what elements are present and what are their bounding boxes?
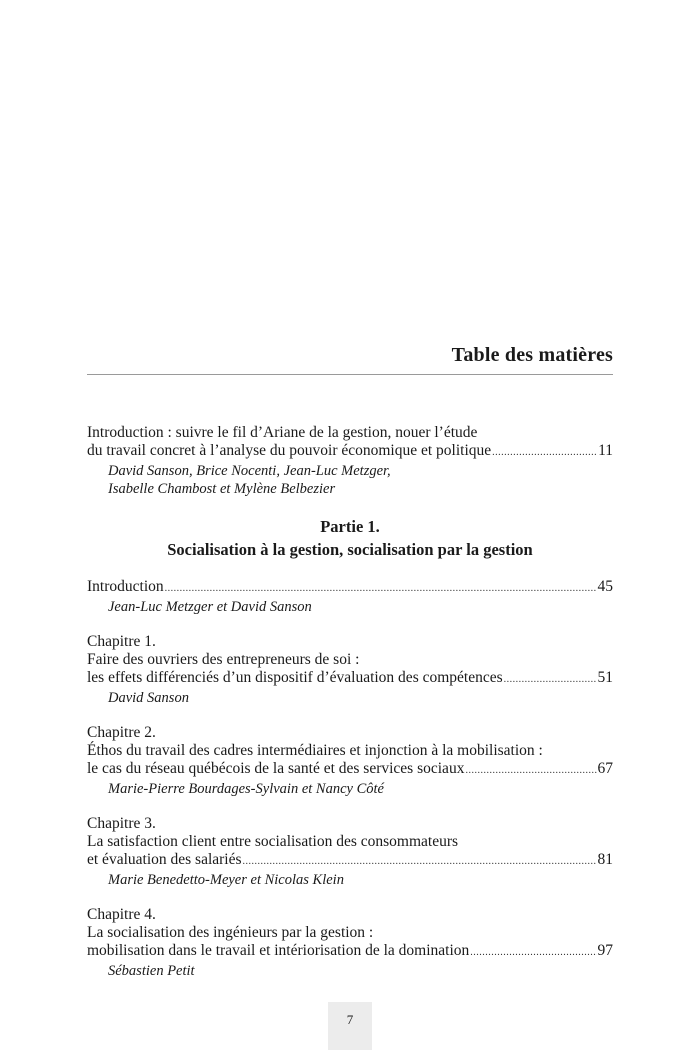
entry-authors: Marie-Pierre Bourdages-Sylvain et Nancy Côté [108,781,384,797]
entry-title-line [87,669,613,689]
toc-entry-chapitre-4[interactable] [87,906,613,980]
dot-leader [492,444,597,462]
page-title: Table des matières [451,344,613,366]
part-title: Socialisation à la gestion, socialisation par la gestion [167,540,533,559]
entry-title-line [87,851,613,871]
entry-title-text: le cas du réseau québécois de la santé et des services sociaux [87,760,465,777]
entry-title-text: mobilisation dans le travail et intériorisation de la domination [87,942,470,959]
dot-leader [470,944,596,962]
toc-entry-chapitre-1[interactable] [87,633,613,707]
entry-title-line: La satisfaction client entre socialisation des consommateurs [87,833,459,850]
page-ref: 11 [598,442,613,459]
page-ref: 81 [597,851,613,868]
entry-authors: Sébastien Petit [108,963,195,979]
title-divider [87,374,613,375]
entry-title-text: du travail concret à l’analyse du pouvoir économique et politique [87,442,492,459]
dot-leader [243,853,597,871]
part-label: Partie 1. [320,517,380,536]
entry-title-text: les effets différenciés d’un dispositif d’évaluation des compétences [87,669,503,686]
entry-title-line [87,942,613,962]
chapter-label: Chapitre 1. [87,633,156,650]
entry-title-line: Éthos du travail des cadres intermédiaires et injonction à la mobilisation : [87,742,543,759]
toc-entry-part-introduction[interactable] [87,578,613,616]
dot-leader [504,671,597,689]
toc-entry-chapitre-2[interactable] [87,724,613,798]
toc-entry-introduction-generale[interactable] [87,424,613,498]
toc-entry-chapitre-3[interactable] [87,815,613,889]
entry-authors: David Sanson, Brice Nocenti, Jean-Luc Metzger, [108,463,391,479]
dot-leader [165,580,597,598]
part-heading [87,515,613,561]
entry-title-text: et évaluation des salariés [87,851,242,868]
entry-authors: Marie Benedetto-Meyer et Nicolas Klein [108,872,344,888]
entry-title-line: La socialisation des ingénieurs par la gestion : [87,924,374,941]
entry-authors: Isabelle Chambost et Mylène Belbezier [108,481,336,497]
chapter-label: Chapitre 3. [87,815,156,832]
entry-title-line: Introduction : suivre le fil d’Ariane de la gestion, nouer l’étude [87,424,478,441]
page-number: 7 [328,1002,372,1050]
page-ref: 67 [597,760,613,777]
entry-title-line [87,578,613,598]
chapter-label: Chapitre 4. [87,906,156,923]
chapter-label: Chapitre 2. [87,724,156,741]
entry-title-line [87,442,613,462]
entry-title-line [87,760,613,780]
entry-title-text: Introduction [87,578,164,595]
entry-authors: David Sanson [108,690,189,706]
page-ref: 51 [597,669,613,686]
page-ref: 97 [597,942,613,959]
table-of-contents [87,424,613,997]
page-ref: 45 [597,578,613,595]
entry-authors: Jean-Luc Metzger et David Sanson [108,599,312,615]
dot-leader [465,762,596,780]
entry-title-line: Faire des ouvriers des entrepreneurs de soi : [87,651,360,668]
